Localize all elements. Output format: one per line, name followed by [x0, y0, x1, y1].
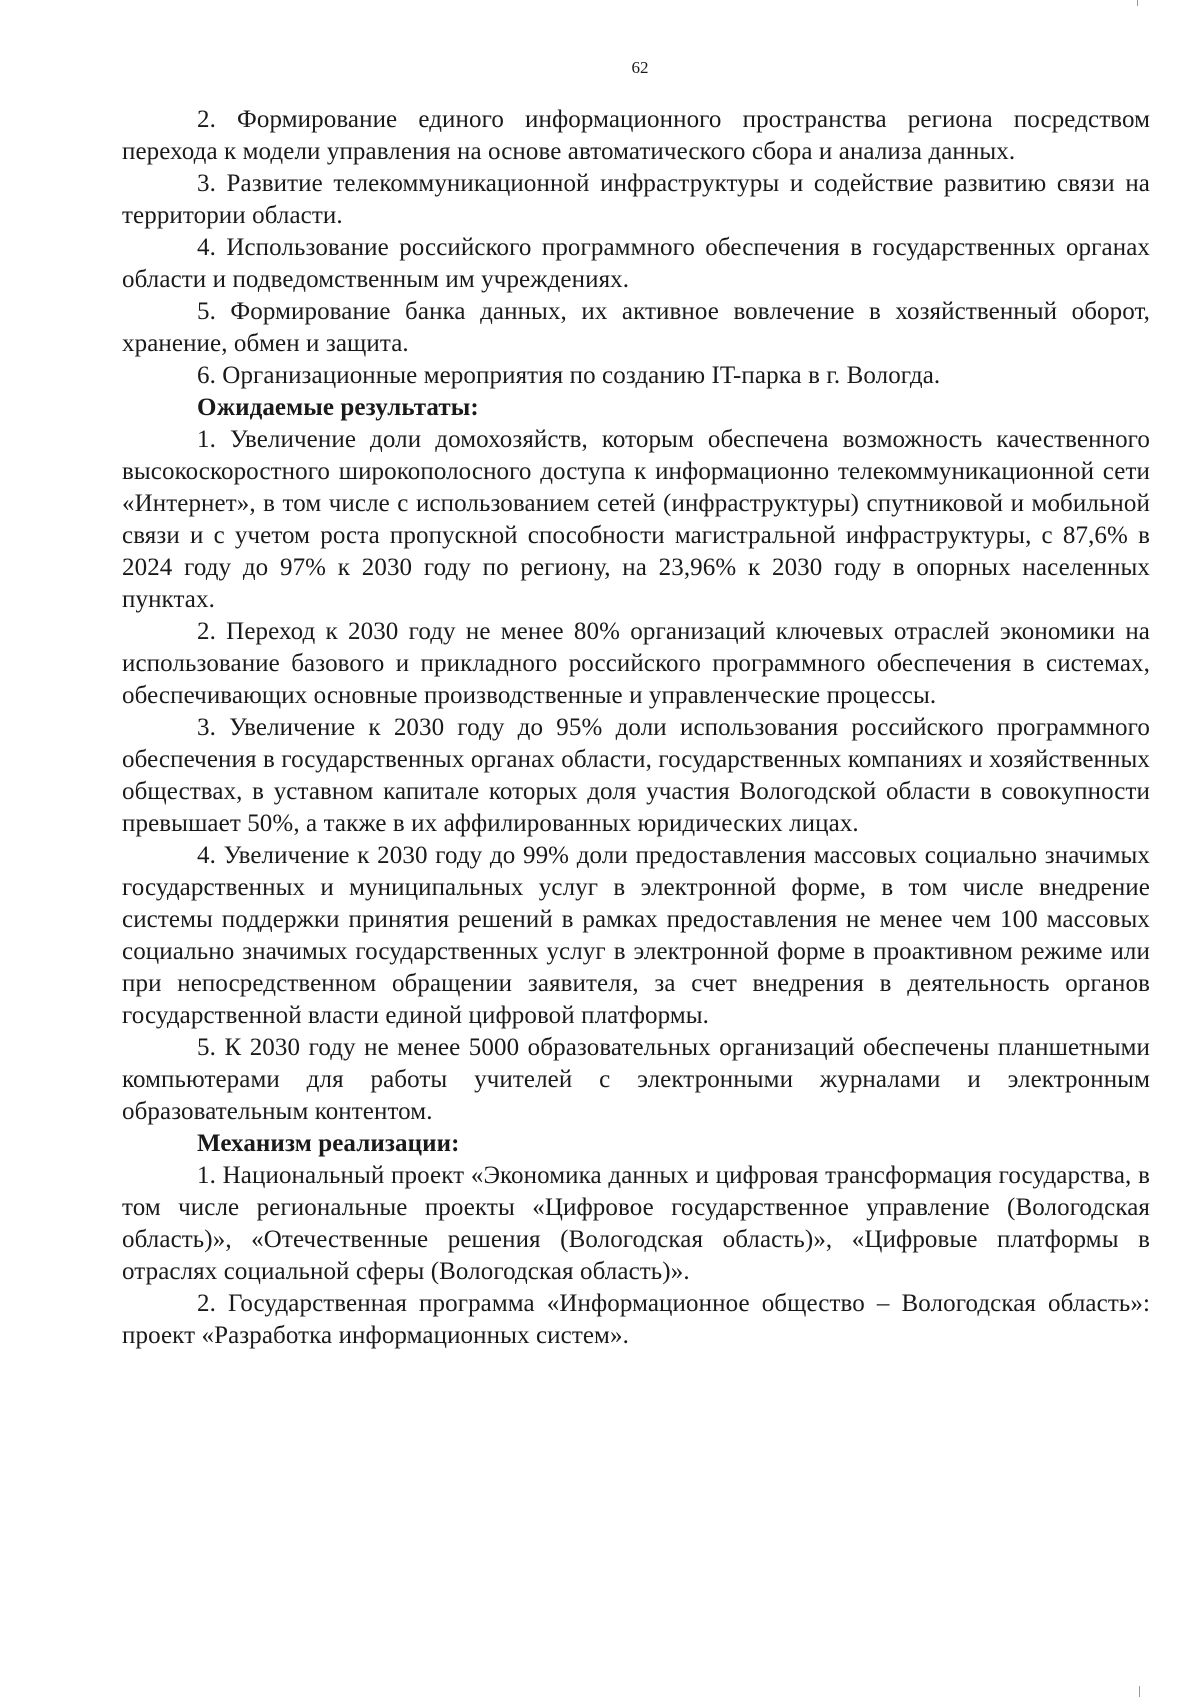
- mechanism-item: 2. Государственная программа «Информационное общество – Вологодская область»: проект «Разработка информационных систем».: [122, 1290, 1150, 1349]
- task-item: 5. Формирование банка данных, их активное вовлечение в хозяйственный оборот, хранение, обмен и защита.: [122, 298, 1150, 357]
- result-item: 2. Переход к 2030 году не менее 80% организаций ключевых отраслей экономики на использование базового и прикладного российского программного обеспечения в системах, обеспечивающих основные производственные и управленческие процессы.: [122, 618, 1150, 709]
- scan-mark-bottom: [1139, 1686, 1140, 1697]
- task-item: 3. Развитие телекоммуникационной инфраструктуры и содействие развитию связи на территории области.: [122, 170, 1150, 229]
- mechanism-item: 1. Национальный проект «Экономика данных и цифровая трансформация государства, в том числе региональные проекты «Цифровое государственное управление (Вологодская область)», «Отечественные решения (Вологодская область)», «Цифровые платформы в отраслях социальной сферы (Вологодская область)».: [122, 1162, 1150, 1285]
- result-item: 4. Увеличение к 2030 году до 99% доли предоставления массовых социально значимых государственных и муниципальных услуг в электронной форме, в том числе внедрение системы поддержки принятия решений в рамках предоставления не менее чем 100 массовых социально значимых государственных услуг в электронной форме в проактивном режиме или при непосредственном обращении заявителя, за счет внедрения в деятельность органов государственной власти единой цифровой платформы.: [122, 842, 1150, 1029]
- document-body: [122, 104, 1150, 1352]
- task-item: 4. Использование российского программного обеспечения в государственных органах области и подведомственным им учреждениях.: [122, 234, 1150, 293]
- page-number: 62: [631, 58, 649, 77]
- task-item: 2. Формирование единого информационного пространства региона посредством перехода к модели управления на основе автоматического сбора и анализа данных.: [122, 106, 1150, 165]
- result-item: 1. Увеличение доли домохозяйств, которым обеспечена возможность качественного высокоскоростного широкополосного доступа к информационно телекоммуникационной сети «Интернет», в том числе с использованием сетей (инфраструктуры) спутниковой и мобильной связи и с учетом роста пропускной способности магистральной инфраструктуры, с 87,6% в 2024 году до 97% к 2030 году по региону, на 23,96% к 2030 году в опорных населенных пунктах.: [122, 426, 1150, 613]
- scan-mark-top: [1137, 0, 1138, 6]
- result-item: 3. Увеличение к 2030 году до 95% доли использования российского программного обеспечения в государственных органах области, государственных компаниях и хозяйственных обществах, в уставном капитале которых доля участия Вологодской области в совокупности превышает 50%, а также в их аффилированных юридических лицах.: [122, 714, 1150, 837]
- result-item: 5. К 2030 году не менее 5000 образовательных организаций обеспечены планшетными компьютерами для работы учителей с электронными журналами и электронным образовательным контентом.: [122, 1034, 1150, 1125]
- mechanism-heading: Механизм реализации:: [197, 1130, 460, 1157]
- results-heading: Ожидаемые результаты:: [197, 394, 479, 421]
- task-item: 6. Организационные мероприятия по созданию IT-парка в г. Вологда.: [197, 362, 941, 389]
